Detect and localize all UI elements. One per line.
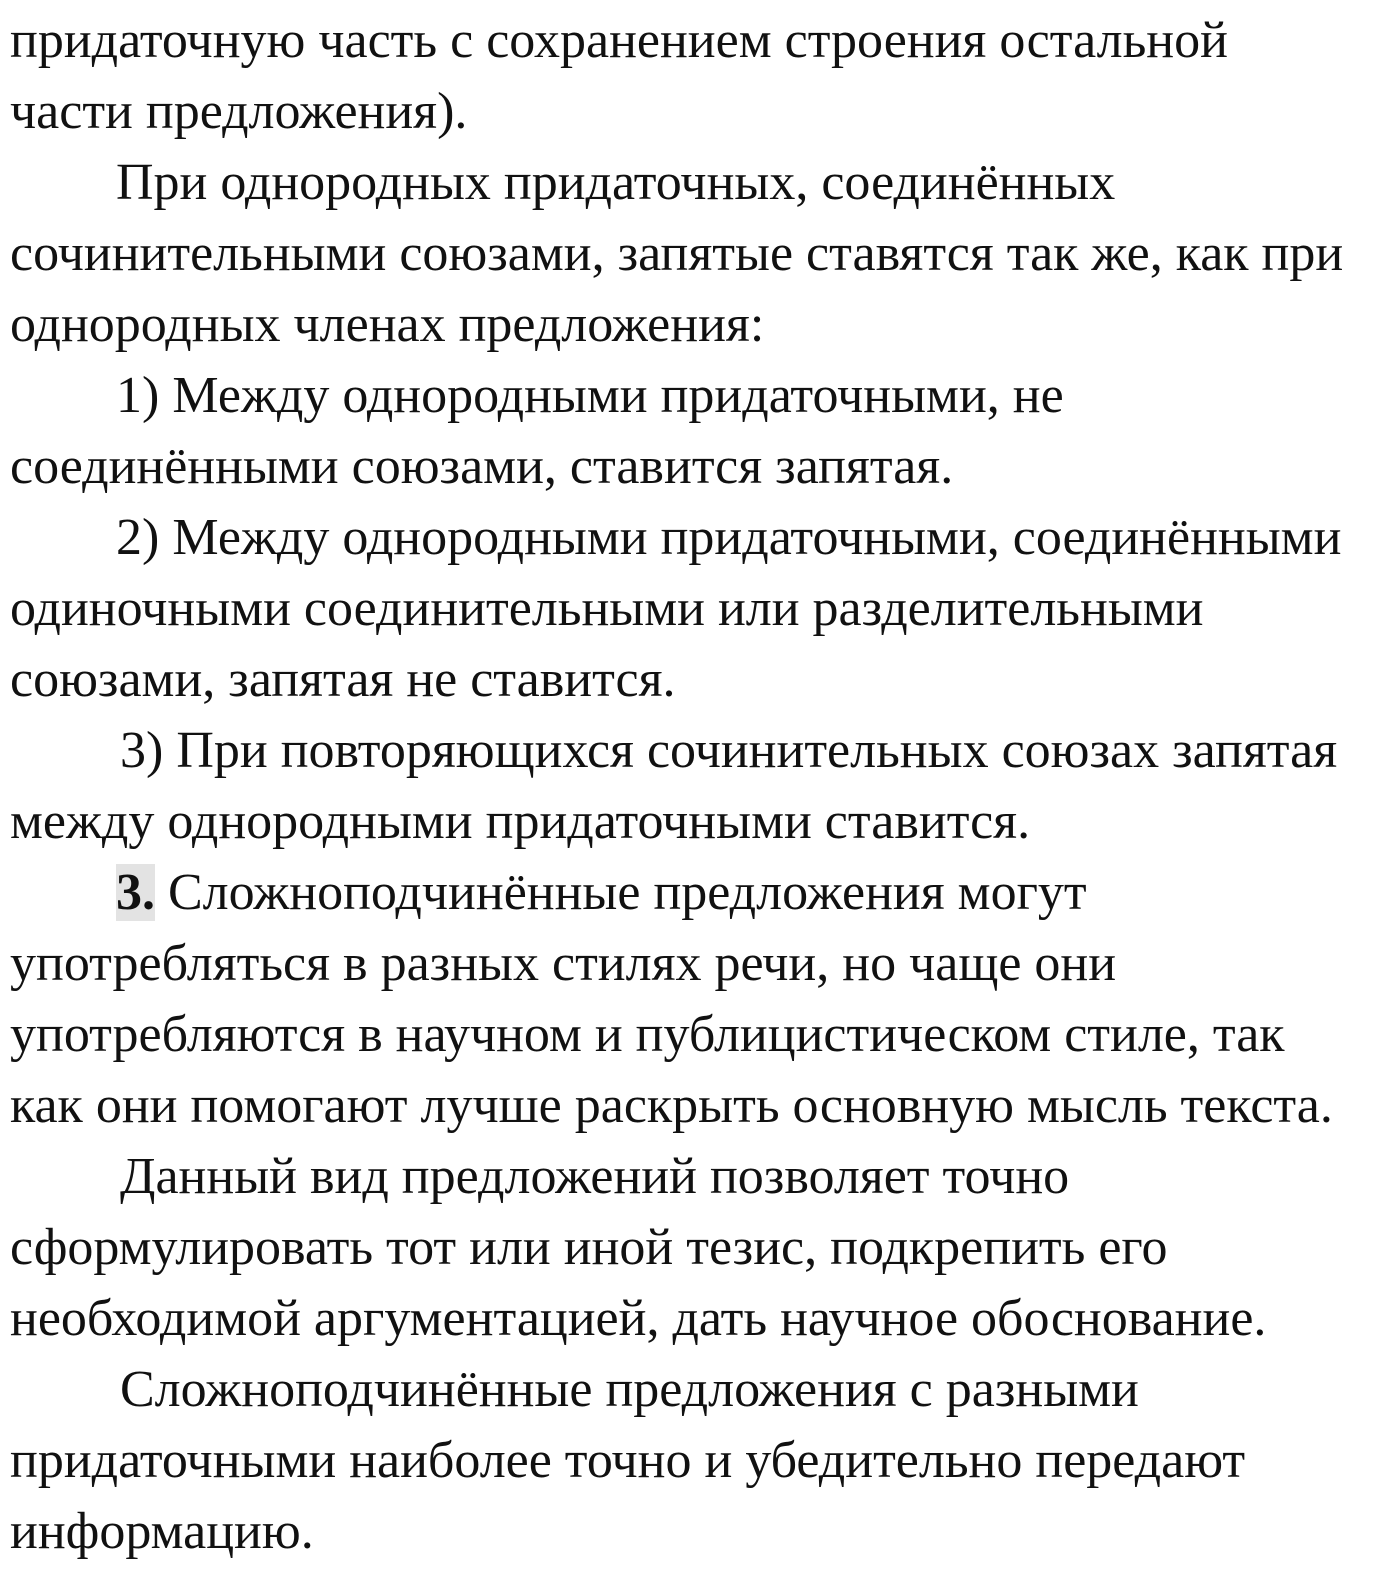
text-line: придаточными наиболее точно и убедительно передают (10, 1432, 1246, 1489)
text-line: придаточную часть с сохранением строения остальной (10, 12, 1228, 69)
text-span: Сложноподчинённые предложения могут (168, 864, 1087, 921)
text-line: информацию. (10, 1503, 314, 1560)
text-line: сформулировать тот или иной тезис, подкрепить его (10, 1219, 1168, 1276)
text-line: употребляются в научном и публицистическом стиле, так (10, 1006, 1285, 1063)
list-item-2: 2) Между однородными придаточными, соединёнными (116, 509, 1342, 566)
text-line: одиночными соединительными или разделительными (10, 580, 1204, 637)
text-line: союзами, запятая не ставится. (10, 651, 676, 708)
text-line: При однородных придаточных, соединённых (116, 154, 1116, 211)
text-line: Данный вид предложений позволяет точно (120, 1148, 1070, 1205)
text-line: однородных членах предложения: (10, 296, 765, 353)
section-3-first-line (116, 857, 1087, 928)
text-line: сочинительными союзами, запятые ставятся так же, как при (10, 225, 1344, 282)
text-line: как они помогают лучше раскрыть основную мысль текста. (10, 1077, 1333, 1134)
text-line: необходимой аргументацией, дать научное обоснование. (10, 1290, 1267, 1347)
list-item-3: 3) При повторяющихся сочинительных союзах запятая (120, 722, 1338, 779)
text-line: употребляться в разных стилях речи, но чаще они (10, 935, 1117, 992)
text-line: Сложноподчинённые предложения с разными (120, 1361, 1139, 1418)
text-line: части предложения). (10, 83, 468, 140)
list-item-1: 1) Между однородными придаточными, не (116, 367, 1064, 424)
section-number: 3. (116, 864, 155, 921)
text-line: соединёнными союзами, ставится запятая. (10, 438, 954, 495)
text-line: между однородными придаточными ставится. (10, 793, 1031, 850)
